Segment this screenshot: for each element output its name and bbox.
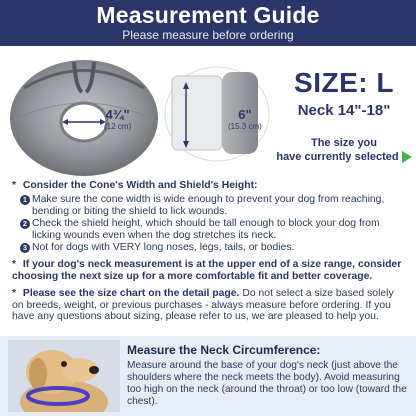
upper-end-note: * If your dog's neck measurement is at the upper end of a size range, consider choosing the next size up for a more comfortable fit and better coverage. [12,259,402,282]
size-info [276,68,412,164]
page-subtitle: Please measure before ordering [122,28,294,42]
cone-image [4,48,164,180]
list-item: 1 Make sure the cone width is wide enough to prevent your dog from reaching, bending or biting the shield to lick wounds. [12,194,406,217]
guide-content [0,180,416,322]
number-badge-icon: 2 [20,219,30,229]
page-title: Measurement Guide [96,2,320,28]
list-item: 2 Check the shield height, which should be tall enough to block your dog from licking wounds even when the dog stretches its neck. [12,218,406,241]
measure-text: Measure around the base of your dog's neck (just above the shoulders where the neck meets the body). Avoid measuring too high on the neck (around the throat) or too low (toward the chest). [127,360,407,407]
width-height-title: * Consider the Cone's Width and Shield's Height: [12,180,258,191]
neck-range: Neck 14"-18" [297,102,391,119]
shield-height-label: 6" (15.3 cm) [228,107,262,131]
arrow-right-icon [402,151,412,163]
size-title: SIZE: L [294,67,394,98]
header-banner [0,0,416,46]
number-badge-icon: 3 [20,243,30,253]
asterisk-icon: * [12,288,17,300]
dog-photo [8,340,120,416]
size-selected-note: The size you have currently selected [276,136,412,164]
cone-width-label: 4¾" (12 cm) [104,107,132,131]
measure-title: Measure the Neck Circumference: [127,343,321,357]
product-hero [0,46,416,180]
dog-neck-image [8,340,120,412]
list-item: 3 Not for dogs with VERY long noses, legs, tails, or bodies. [12,242,406,253]
number-badge-icon: 1 [20,195,30,205]
asterisk-icon: * [12,180,17,191]
asterisk-icon: * [12,259,17,271]
cone-illustration [4,48,164,185]
size-chart-note: * Please see the size chart on the detail page. Do not select a size based solely on breeds, weight, or previous purchases - always measure before ordering. If you have any questions about sizing, please refer to us, we are pleased to help you. [12,288,394,323]
measure-neck-panel [0,336,416,416]
